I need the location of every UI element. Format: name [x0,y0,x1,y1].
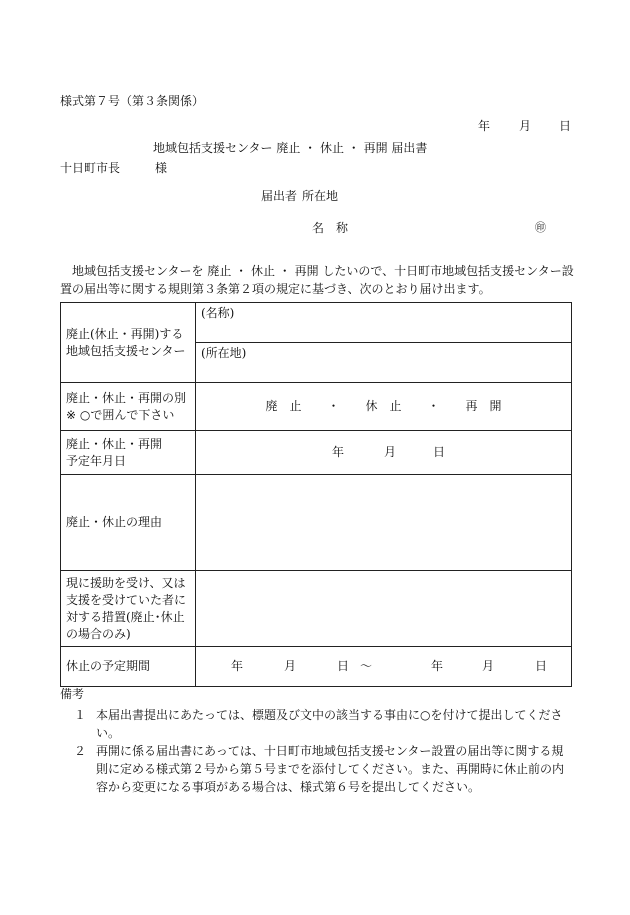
applicant-name-label: 名 称 [312,221,349,235]
addressee-honorific: 様 [155,161,168,175]
date-label: 廃止・休止・再開 予定年月日 [61,431,196,475]
period-tilde: ～ [360,659,373,673]
notes-title: 備考 [60,687,85,701]
period-cell[interactable] [196,647,572,687]
type-label: 廃止・休止・再開の別 ※ ○で囲んで下さい [61,383,196,431]
scheduled-date-cell[interactable] [196,431,572,475]
period-values [201,658,566,675]
option-abolish[interactable]: 廃 止 [265,399,302,413]
addressee-name: 十日町市長 [60,161,121,175]
period-end-day: 日 [535,659,548,673]
seal-mark: ㊞ [535,221,546,234]
period-start-day: 日 [337,659,350,673]
applicant-address-label: 所在地 [302,189,339,203]
name-field-label: (名称) [201,306,235,320]
scheduled-date [201,444,566,461]
option-separator: ・ [327,399,340,413]
center-address-field[interactable] [196,343,572,383]
form-number: 様式第７号（第３条関係） [60,94,205,108]
option-resume[interactable]: 再 開 [465,399,502,413]
center-name-field[interactable] [196,303,572,343]
center-label: 廃止(休止・再開)する 地域包括支援センター [61,303,196,383]
note-item [74,706,574,742]
note-number: １ [74,708,87,722]
measure-label: 現に援助を受け、又は 支援を受けていた者に 対する措置(廃止･休止 の場合のみ) [61,571,196,647]
date-year: 年 [478,119,491,133]
applicant-label: 届出者 [261,189,298,203]
scheduled-year: 年 [332,445,345,459]
type-options-cell[interactable] [196,383,572,431]
period-start-year: 年 [231,659,244,673]
intro-text: 地域包括支援センターを 廃止 ・ 休止 ・ 再開 したいので、十日町市地域包括支援センター設置の届出等に関する規則第３条第２項の規定に基づき、次のとおり届け出ます。 [60,264,574,296]
date-month: 月 [519,119,532,133]
note-number: ２ [74,744,87,758]
note-item [74,742,574,796]
address-field-label: (所在地) [201,346,247,360]
note-text: 本届出書提出にあたっては、標題及び文中の該当する事由に○を付けて提出してください。 [96,708,563,740]
option-suspend[interactable]: 休 止 [365,399,402,413]
scheduled-day: 日 [433,445,446,459]
reason-field[interactable] [196,475,572,571]
form-table [60,302,572,687]
measure-field[interactable] [196,571,572,647]
note-text: 再開に係る届出書にあっては、十日町市地域包括支援センター設置の届出等に関する規則に定める様式第２号から第５号までを添付してください。また、再開時に休止前の内容から変更になる事項がある場合は、様式第６号を提出してください。 [96,744,565,794]
date-day: 日 [559,119,572,133]
period-end-year: 年 [431,659,444,673]
page-title: 地域包括支援センター 廃止 ・ 休止 ・ 再開 届出書 [153,141,428,155]
period-label: 休止の予定期間 [61,647,196,687]
period-start-month: 月 [284,659,297,673]
option-separator: ・ [427,399,440,413]
period-end-month: 月 [482,659,495,673]
reason-label: 廃止・休止の理由 [61,475,196,571]
scheduled-month: 月 [384,445,397,459]
type-options [201,398,566,415]
